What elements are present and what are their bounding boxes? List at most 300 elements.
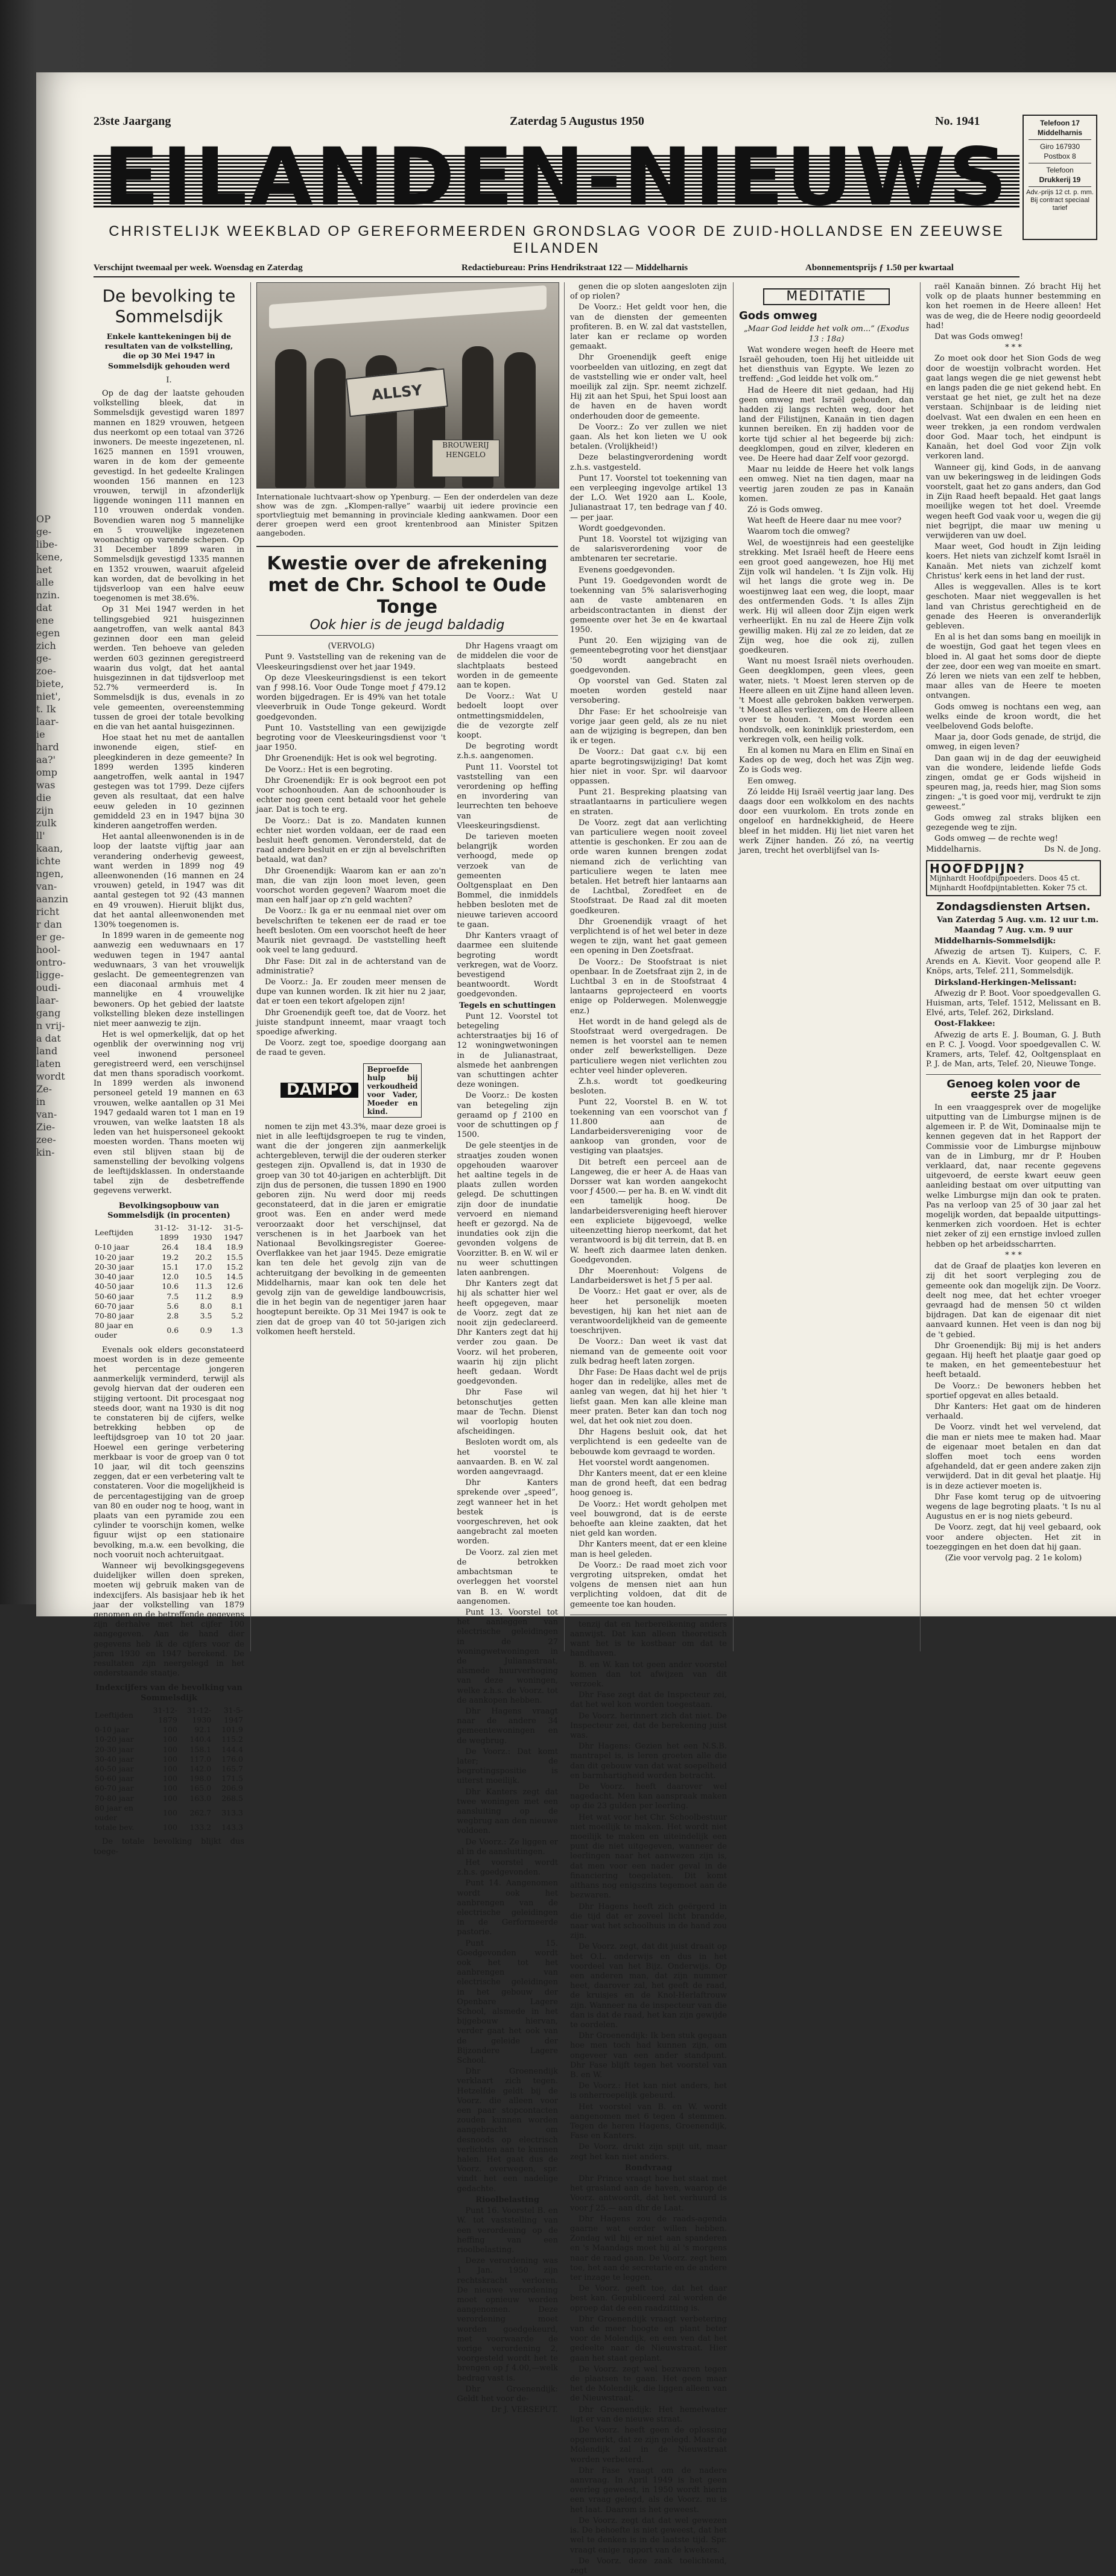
phone2-line: Telefoon	[1046, 166, 1074, 174]
table-cell: 30-40 jaar	[95, 1754, 134, 1764]
edge-text: hool-	[36, 944, 61, 955]
paragraph: De Voorz. zal zien met de betrokken ambachtsman te overleggen het voorstel van B. en W. wordt aangenomen.	[457, 1548, 558, 1606]
paragraph: De Voorz. zegt dat dat wel gewezen is. De behoefte is niet geweest, dat het wel te denken is in de laatste tijd. Spr. vraagt enige rapport van de kwekers.	[570, 2516, 727, 2555]
table-cell: 2.8	[166, 1311, 179, 1320]
table-row	[94, 1253, 244, 1262]
headache-ad	[926, 860, 1101, 897]
table-cell: 19.2	[162, 1252, 179, 1262]
paragraph: Zo moet ook door het Sion Gods de weg door de woestijn volbracht worden. Het gaat langs wegen die ge niet gewenst hebt en langs paden die ge niet gekend hebt. En verstaat ge het niet, ge zult het na deze verstaan. Schijnbaar is de leiding niet doelvast. Wat een dwalen en een heen en weer trekken, ja een rondom verdwalen door God. Maar toch, het eindpunt is Kanaän, het doel God voor Zijn volk verkoren land.	[926, 354, 1101, 461]
edge-text: die	[36, 792, 51, 803]
meditation	[739, 282, 914, 1651]
paragraph: Dhr Fase: Er het schoolreisje van vorige jaar geen geld, als ze nu niet aan de wijziging is begrepen, dan ben ik er tegen.	[570, 707, 727, 746]
paragraph: Het voorstel wordt aangenomen.	[579, 1458, 709, 1467]
meditation-signature	[926, 845, 1101, 855]
edge-text: ge-	[36, 653, 52, 664]
meditation-title: MEDITATIE	[763, 288, 890, 305]
paragraph: Dhr Groenendijk: Ik ben stuk gegaan hoe men toch had kunnen zijn, om ongeveer van een ander standpunt. Dhr Fase blijft tegen het voorstel van B. en W.	[570, 2031, 727, 2080]
signature-name: Ds N. de Jong.	[1044, 845, 1101, 855]
paragraph: Dhr Fase zegt dat de Inspecteur zei, dat het wel kon worden toegestaan.	[570, 1691, 727, 1710]
paragraph: Wel, de woestijnreis had een geestelijke strekking. Met Israël heeft de Heere eens een groot goed aangewezen, hoe Hij met Zijn volk wil handelen. 't Is Zijn volk. Hij wil het langs die grote weg in. De woestijnweg laat een weg, die loopt, maar des ontfermenden Gods. 't Is alles Zijn werk. Hij wil alleen door Zijn eigen werk verheerlijkt. En nu zal de Heere Zijn volk gewillig maken. Hij zal ze zo leiden, dat ze Zijn weg, hoe die ook zij, zullen goedkeuren.	[739, 538, 914, 655]
paragraph: tenzij dat en herbereikening anders aanwijst. Dat kan alleen theoretisch want het is te kostbaar om dat te handhaven.	[570, 1619, 727, 1659]
paragraph: Dhr Groenendijk verklaart zich tegen. Hetzelfde geldt bij de Voorz. die alleen voor een paar stopcontacten zouden kunnen worden aangebracht om desnoods op electrisch verlichten aan te kunnen halen. Het gaat dus de Voorz. overwegen, spr. vindt het een nadelige gedachte.	[457, 2067, 558, 2194]
edge-text: laar-	[36, 995, 59, 1006]
paragraph: Dhr Moerenhout: Volgens de Landarbeiderswet is het ƒ 5 per aal.	[570, 1266, 727, 1286]
paragraph: Punt 20. Een wijziging van de gemeentebegroting voor het dienstjaar '50 wordt aangebracht en goedgevonden.	[570, 636, 727, 675]
frequency: Verschijnt tweemaal per week. Woensdag en Zaterdag	[94, 263, 303, 273]
paragraph: Deze verordening was 1 Jan. 1950 zijn rechtskracht verloren. De nieuwe verordening moet opnieuw worden aangenomen. Deze verordening moet worden goedgekeurd, met voorwaarde de vorige verordening 2, voorgesteld wordt het te brengen op ƒ 4.00,—welk bedrag vast is.	[457, 2256, 558, 2383]
paragraph: De Voorz. zegt toe, spoedige doorgang aan de raad te geven.	[256, 1039, 446, 1058]
table-row	[94, 1242, 244, 1252]
edge-text: aanzin	[36, 893, 69, 905]
paragraph: Punt 9. Vaststelling van de rekening van de Vleeskeuringsdienst over het jaar 1949.	[256, 653, 446, 672]
table-cell: 80 jaar en ouder	[95, 1803, 134, 1823]
table-cell: 8.1	[231, 1301, 243, 1311]
paragraph: De Voorz. herinnert zich dat niet. De Inspecteur zei, dat de berekening juist was.	[570, 1711, 727, 1741]
paragraph: De Voorz.: De Stoofstraat is niet openbaar. In de Zoetsfraat zijn 2, in de Luchtbal 3 en in de Stoofstraat 4 lantaarns geprojecteerd en voorts enige op Polderwegen. Molenweggje enz.)	[570, 957, 727, 1016]
table-row	[94, 1321, 244, 1340]
paragraph: De Voorz. geeft toe, dat het daar best kan. Gepubliceerd zal worden de oproep dat de een raadzitting is.	[570, 2284, 727, 2313]
table-row	[94, 1725, 244, 1735]
paragraph: De Voorz. heeft geen de oplossing opgemerkt, dat ze zijn gelegd. Maar de Molendijk zal in de Nieuwstraat worden verbeterd.	[570, 2426, 727, 2464]
table-cell: 0.9	[200, 1326, 212, 1335]
paragraph: Waarom toch die omweg?	[747, 527, 850, 537]
table-cell: 0.6	[166, 1326, 179, 1335]
paragraph: Maar weet, God houdt in Zijn leiding koers. Het niets van zichzelf komt Israël in Kanaän. Met niets van zichzelf komt Christus' kerk eens in het land der rust.	[926, 542, 1101, 581]
edge-text: alle	[36, 577, 54, 588]
table-cell: 115.2	[221, 1735, 243, 1744]
right-column	[926, 282, 1101, 1651]
edge-text: in	[36, 1096, 46, 1107]
separator: * * *	[1005, 343, 1022, 353]
paragraph: De Voorz.: Wat U bedoelt loopt over ontmettingsmiddelen, die de vezorgte zelf koopt.	[457, 692, 558, 741]
news-photo	[256, 282, 559, 489]
paragraph: De Voorz. heeft daarover wel nagedacht. Men kan aanspraak maken op die 23 gulden per leerling.	[570, 1782, 727, 1811]
table-cell: 12.6	[226, 1282, 243, 1291]
edge-text: was	[36, 779, 55, 791]
paragraph: Zó leidde Hij Israël veertig jaar lang. Des daags door een wolkkolom en des nachts door een vuurkolom. En trots zonde en ongeloof en hardnekkigheid, de Heere bleef in het midden. Hij liet niet varen het werk Zijner handen. Zó zó, na veertig jaren, trecht het overblijfsel van Is-	[739, 787, 914, 855]
table-row	[94, 1783, 244, 1793]
edge-text: zee-	[36, 1134, 56, 1145]
continued-note: (Zie voor vervolg pag. 2 1e kolom)	[945, 1553, 1082, 1563]
table-row	[94, 1282, 244, 1291]
edge-text: OP	[36, 513, 51, 525]
population-table	[94, 1223, 244, 1340]
separator: * * *	[1005, 1250, 1022, 1260]
edge-text: zijn	[36, 805, 54, 816]
paragraph: Het is wel opmerkelijk, dat op het ogenblik der overwinning nog vrij veel inwonend personeel geregistreerd werd, een verschijnsel dat men thans sporadisch voorkomt. In 1899 werden als inwonend personeel geteld 19 mannen en 63 vrouwen, welke aantallen op 31 Mei 1947 gedaald waren tot 1 man en 19 vrouwen, van welke laatsten 18 als leden van het huispersoneel gekookt moesten worden. Thans moeten wij even stil blijven staan bij de samenstelling der bevolking volgens de leeftijdsklassen. In onderstaande tabel zijn de desbetreffende gegevens verwerkt.	[94, 1030, 244, 1196]
edge-text: land	[36, 1045, 58, 1057]
paragraph: De Voorz.: Zo ver zullen we niet gaan. Als het kon lieten we U ook betalen. (Vrolijkheid!)	[570, 422, 727, 452]
giro-line: Giro 167930	[1039, 142, 1080, 151]
table-cell: 26.4	[162, 1242, 179, 1252]
paragraph: Het aantal alleenwonenden is in de loop der laatste vijftig jaar aan verandering onderhevig geweest, want werden in 1899 nog 49 alleenwonenden (16 mannen en 24 vrouwen) geteld, in 1947 was dit aantal gestegen tot 92 (43 mannen en 49 vrouwen). Hieruit blijkt dus, dat het aantal alleenwonenden met 130% toegenomen is.	[94, 832, 244, 929]
ad-title: HOOFDPIJN?	[930, 861, 1026, 876]
author-signature: Dr J. VERSEPUT.	[491, 2405, 558, 2415]
edge-text: aa?'	[36, 754, 56, 765]
table-cell: 100	[163, 1823, 177, 1832]
table-cell: 8.0	[200, 1301, 212, 1311]
table-cell: 11.2	[195, 1291, 212, 1301]
table-cell: 142.0	[189, 1764, 212, 1774]
table-cell: 10-20 jaar	[95, 1735, 134, 1744]
paragraph: Punt 12. Voorstel tot betegeling achterstraatjes bij 16 of 12 woningwetwoningen in de Julianastraat, alsmede het aanbrengen van schuttingen achter deze woningen.	[457, 1011, 558, 1090]
edge-text: ichte	[36, 855, 61, 867]
paragraph: Wat wondere wegen heeft de Heere met Israël gehouden, toen Hij het uitleidde uit het diensthuis van Egypte. We lezen zo treffend: „God leidde het volk om.”	[739, 345, 914, 384]
paragraph: Dhr Kanters meent, dat er een kleine man is heel geleden.	[570, 1540, 727, 1559]
table-cell: 40-50 jaar	[95, 1282, 134, 1291]
table-header: Leeftijden	[95, 1710, 134, 1720]
region-label: Dirksland-Herkingen-Melissant:	[934, 978, 1077, 987]
table-cell: 313.3	[221, 1808, 243, 1817]
postbox-line: Postbox 8	[1044, 152, 1076, 160]
ad-price-line: Adv.-prijs 12 ct. p. mm. Bij contract speciaal tarief	[1026, 189, 1094, 212]
table-header: 31-12-1930	[188, 1223, 212, 1242]
edge-text: wordt	[36, 1071, 65, 1082]
table-cell: 100	[163, 1793, 177, 1803]
table-row	[94, 1823, 244, 1832]
edge-text: a dat	[36, 1033, 61, 1044]
article-council	[570, 282, 728, 2575]
table-row	[94, 1292, 244, 1302]
paragraph: De Voorz.: Het is een begroting.	[265, 765, 393, 774]
paragraph: De Voorz. deze zaak toelichtend, zegt	[570, 2556, 727, 2575]
edge-text: nzin.	[36, 589, 60, 601]
table-title: Indexcijfers van de bevolking van Sommelsdijk	[95, 1683, 243, 1703]
table-cell: 50-60 jaar	[95, 1774, 134, 1783]
subheadline: Ook hier is de jeugd baldadig	[256, 621, 558, 636]
paragraph: Punt 10. Vaststelling van een gewijzigde begroting voor de Vleeskeuringsdienst voor 't jaar 1950.	[256, 723, 446, 753]
table-cell: 268.5	[221, 1793, 243, 1803]
table-cell: 100	[163, 1725, 177, 1735]
paragraph: Dhr Fase: De Haas dacht wel de prijs hoger dan in redelijke, alles met de aanleg van wegen, dat hij het hier 't liefst gaan. Men kan alle kleine man meer praten. Beter kan dan toch nog wel, dat het ook niet zou doen.	[570, 1367, 727, 1426]
table-cell: 165.7	[221, 1764, 243, 1774]
table-cell: 100	[163, 1774, 177, 1783]
paragraph: Dhr Hagens vraagt naar de andere 34 gemeentewoningen en de wegbrug.	[457, 1706, 558, 1745]
table-cell: 15.2	[226, 1262, 243, 1271]
paragraph: Gods omweg — de rechte weg!	[934, 834, 1059, 844]
bible-quote: „Maar God leidde het volk om...” (Exodus 13 : 18a)	[743, 324, 910, 344]
edge-text: ll'	[36, 830, 45, 841]
paragraph: Het wordt in de hand gelegd als de Stoofstraat werd overgedragen. De nemen is het voorstel aan te nemen onder zelf bewerkstelligen. Deze particuliere wegen niet verlichten zou echter veel hinder opleveren.	[570, 1017, 727, 1075]
table-cell: 20-30 jaar	[95, 1262, 134, 1271]
paragraph: Afwezig dr P. Boot. Voor spoedgevallen G. Huisman, arts, Telef. 1512, Melissant en B. Elvé, arts, Telef. 262, Dirksland.	[926, 989, 1101, 1018]
table-cell: 100	[163, 1754, 177, 1764]
paragraph: En al komen nu Mara en Elim en Sinaï en Kades op de weg, doch het was Zijn weg. Zo is Gods weg.	[739, 745, 914, 775]
newspaper-title: EILANDEN-NIEUWS	[103, 131, 1010, 224]
table-cell: 15.1	[162, 1262, 179, 1271]
table-row	[94, 1272, 244, 1282]
table-row	[94, 1774, 244, 1783]
region-label: Middelharnis-Sommelsdijk:	[934, 936, 1056, 946]
paragraph: Dhr Groenendijk: Het hemelwater ligt er van de nieuwe straat.	[570, 2405, 727, 2424]
paragraph: Dhr Kanters sprekende over „speed”, zegt wanneer het in het bestek is voorgeschreven, het ook aangebracht zal moeten worden.	[457, 1478, 558, 1546]
edge-text: er ge-	[36, 931, 65, 943]
article-population	[94, 282, 244, 1856]
table-cell: 100	[163, 1764, 177, 1774]
paragraph: Gods omweg zal straks blijken een gezegende weg te zijn.	[926, 813, 1101, 832]
table-cell: 20.2	[195, 1252, 212, 1262]
paragraph: De tarieven moeten belangrijk worden verhoogd, mede op verzoek van de gemeenten Ooltgensplaat en Den Bommel, die inmiddels hebben besloten met de nieuwe tarieven accoord te gaan.	[457, 832, 558, 929]
paragraph: Gods omweg is nochtans een weg, aan welks einde de kroon wordt, die het veelbelovend Gods belofte.	[926, 702, 1101, 731]
paragraph: Want nu moest Israël niets overhouden. Geen deegklompen, geen vlees, geen water, niets. 't Moest leren sterven op de Heere alleen en uit Zijne hand alleen leven. 't Moest alle gebroken bakken verwerpen. 't Moest alles verliezen, om de Heere alleen over te houden. 't Moest worden een hondsvolk, een koninklijk priesterdom, een verkregen volk, een heilig volk.	[739, 657, 914, 744]
table-cell: 158.1	[189, 1744, 212, 1754]
table-title: Bevolkingsopbouw van Sommelsdijk (in procenten)	[107, 1201, 230, 1220]
table-cell: 40-50 jaar	[95, 1764, 134, 1774]
edge-text: kaan,	[36, 843, 63, 854]
table-header: 31-12-1879	[153, 1705, 177, 1725]
edge-text: ontro-	[36, 957, 66, 968]
paragraph: Dhr Groenendijk: Waarom kan er aan zo'n man, die van zijn loon moet leven, geen voorschot worden gegeven? Waarom moet die man een half jaar op z'n geld wachten?	[256, 866, 446, 905]
phone-line: Telefoon 17	[1040, 119, 1080, 127]
paragraph: Dhr Kanters: Het gaat om de hinderen verhaald.	[926, 1402, 1101, 1422]
paragraph: Maar ja, door Gods genade, de strijd, die omweg, in eigen leven?	[926, 733, 1101, 752]
paragraph: Het wat voor het Chr. Schoolbestuur niet moeilijk te maken. Het wordt niet moeilijk te maken en uiteindelijk een punt die niet uitgegeven, wanneer de leerlingen naar het aanwezen zijn is, dat men voor een nader geval in de financiering toegelaten. Dit komt althans nog enigszins tegemoet aan de bezwaren.	[570, 1812, 727, 1900]
dampo-text: Beproefde hulp bij verkoudheid voor Vader, Moeder en kind.	[363, 1063, 422, 1118]
article-title: De bevolking te Sommelsdijk	[102, 286, 236, 326]
table-cell: 11.3	[195, 1282, 212, 1291]
paragraph: De Voorz.: Dat is zo. Mandaten kunnen echter niet worden voldaan, eer de raad een besluit heeft genomen. Verondersteld, dat de raad andere besluit en er zijn al bevelschriften betaald, wat dan?	[256, 816, 446, 865]
paragraph: Dhr Groenendijk geeft toe, dat de Voorz. het juiste standpunt inneemt, maar vraagt toch spoedige afwerking.	[256, 1008, 446, 1037]
edge-text: niet',	[36, 691, 61, 702]
contact-box	[1022, 115, 1097, 240]
edge-text: zoe-	[36, 665, 56, 677]
paragraph: Op deze Vleeskeuringsdienst is een tekort van ƒ 998.16. Voor Oude Tonge moet ƒ 479.12 worden bijgedragen. Er is 49% van het totale vleeverbruik in Oude Tonge gekeurd. Wordt goedgevonden.	[256, 673, 446, 722]
paragraph: En al is het dan soms bang en moeilijk in de woestijn, God gaat het tegen vlees en bloed in. Al gaat het soms door de diepte der zee, door een weg van moeite en smart. Zó leren we niets van een zelf te hebben, maar alles van de Heere te moeten ontvangen.	[926, 633, 1101, 701]
photo-caption: Internationale luchtvaart-show op Ypenburg. — Een der onderdelen van deze show was de zgn. „Klompen-rallye” waarbij uit iedere provincie een sportvliegtuig met bemanning in provinciale kleding aankwamen. Door een derer groepen werd een groot krentenbrood aan Minister Spitzen aangeboden.	[256, 492, 558, 537]
table-cell: 198.0	[189, 1774, 212, 1783]
table-cell: 8.9	[231, 1291, 243, 1301]
table-cell: 0-10 jaar	[95, 1725, 129, 1735]
table-cell: 100	[163, 1735, 177, 1744]
table-cell: 262.7	[189, 1808, 212, 1817]
table-cell: 50-60 jaar	[95, 1291, 134, 1301]
paragraph: Dhr Groenendijk vraagt verbetering van de meer hoogte en plant beter voor de Molendijk, en een ven dat het gedeelte naar de Nieuwstraat. Hier gaan het staat geplant.	[570, 2314, 727, 2363]
edge-text: kene,	[36, 551, 63, 563]
section-title: Zondagsdiensten Artsen.	[936, 900, 1091, 914]
table-cell: 133.2	[189, 1823, 212, 1832]
newspaper-subtitle: CHRISTELIJK WEEKBLAD OP GEREFORMEERDEN GRONDSLAG VOOR DE ZUID-HOLLANDSE EN ZEEUWSE EILANDEN	[109, 223, 1004, 256]
paragraph: Punt 18. Voorstel tot wijziging van de salarisverordening voor de ambtenaren ter secretarie.	[570, 535, 727, 564]
table-cell: 163.0	[189, 1793, 212, 1803]
table-cell: 60-70 jaar	[95, 1301, 134, 1311]
table-cell: 171.5	[221, 1774, 243, 1783]
table-cell: 1.3	[231, 1326, 243, 1335]
paragraph: Op voorstel van Ged. Staten zal moeten worden gesteld naar versobering.	[570, 676, 727, 706]
paragraph: Punt 13. Voorstel tot het aanleggen van electrische geleidingen in de 27 woningwetwoningen in de Julianastraat, alsmede huurverhoging van deze woningen, welke z.h.s. de Voorz. tot de aankopen hebben.	[457, 1607, 558, 1705]
edge-text: r dan	[36, 919, 62, 930]
edge-text: dat	[36, 602, 52, 613]
edge-text: Zie-	[36, 1121, 55, 1133]
paragraph: Punt 22, Voorstel B. en W. tot toekenning van een voorschot van ƒ 11.800 aan de Landarbeidersvereniging voor de aankoop van gronden, voor de vestiging van plaatsjes.	[570, 1098, 727, 1156]
paragraph: Dhr Groenendijk: Er is ook begroot een pot voor schoonhouden. Aan de schoonhouder is echter nog geen cent betaald voor het gehele jaar. Dat is toch te erg.	[256, 776, 446, 815]
photo-crate: BROUWERIJ HENGELO	[432, 440, 499, 477]
table-cell: 143.3	[221, 1823, 243, 1832]
edge-text: richt	[36, 906, 60, 917]
paragraph: Dhr Kanters zegt dat twee woningen met een aansluiting op de wegbrug aan den nieuwe voldoen.	[457, 1787, 558, 1836]
table-row	[94, 1764, 244, 1774]
table-header: 31-12-1899	[154, 1223, 179, 1242]
paragraph: Een omweg.	[747, 776, 797, 786]
masthead	[94, 131, 1022, 224]
paragraph: Dhr Hagens vraagt om de middelen die voor de slachtplaats besteed worden in de gemeente aan te kopen.	[457, 642, 558, 691]
paragraph: In 1899 waren in de gemeente nog aanwezig een weduwnaars en 17 weduwen tegen in 1947 aantal weduwnaars, 3 van het vrouwelijk geslacht. De gemeentegrenzen van een diaconaal armhuis met 4 mannelijke en 4 vrouwelijke bewoners. Op het gebied der laatste volkstelling bleken deze instellingen niet meer aanwezig te zijn.	[94, 931, 244, 1029]
dampo-logo: DAMPO	[281, 1083, 358, 1097]
paragraph: genen die op sloten aangesloten zijn of op riolen?	[570, 282, 727, 302]
paragraph: Zó is Gods omweg.	[747, 505, 823, 515]
top-line	[94, 115, 1059, 133]
paragraph: Had de Heere dit niet gedaan, had Hij geen omweg met Israël gehouden, dan hadden zij langs rechten weg, door het land der Filistijnen, Kanaän in tien dagen kunnen bereiken. En zij hadden voor de korte tijd schier al het begeerde bij zich: deegklompen, goud en zilver, klederen en vee. De Heere had daar Zelf voor gezorgd.	[739, 385, 914, 464]
table-cell: 70-80 jaar	[95, 1793, 134, 1803]
table-header: Leeftijden	[95, 1228, 134, 1238]
region-label: Oost-Flakkee:	[934, 1019, 995, 1029]
article-col-left	[256, 642, 446, 2416]
paragraph: Maar nu leidde de Heere het volk langs een omweg. Niet na tien dagen, maar na veertig jaren zouden ze pas in Kanaän komen.	[739, 465, 914, 504]
paragraph: De Voorz.: Dat gaat c.v. bij een aparte begrotingswijziging! Dat komt hier niet in voor. Spr. wil daarvoor oppassen.	[570, 747, 727, 786]
table-cell: 17.0	[195, 1262, 212, 1271]
paragraph: Dhr Groenendijk vraagt of het verplichtend is of het wel beter in deze wegen te zijn, want het gaat gemeen een opening in Den Zoetsfraat.	[570, 917, 727, 956]
edge-text: het	[36, 564, 52, 575]
subscription-price: Abonnementsprijs ƒ 1.50 per kwartaal	[805, 263, 954, 273]
section-heading: Rioolbelasting	[475, 2195, 539, 2204]
paragraph: De gele steentjes in de straatjes zouden wonen opgehouden waarover het aaltine tegels in de plaats zullen worden gelegd. De schuttingen zijn door de inundatie vervoerd en niemand heeft er gezorgd. Na de inundaties ook zijn die gevonden volgens de Voorzitter. B. en W. wil er nu weer schuttingen laten aanbrengen.	[457, 1141, 558, 1277]
table-cell: 101.9	[221, 1725, 243, 1735]
volume-label: 23ste Jaargang	[94, 115, 171, 128]
table-cell: 10.6	[162, 1282, 179, 1291]
paragraph: Dhr Groenendijk: Geldt het voor de-	[457, 2384, 558, 2404]
table-cell: 3.5	[200, 1311, 212, 1320]
edge-text: ligge-	[36, 969, 64, 981]
paragraph: Dhr Hagens besluit ook, dat het verplichtend is een gedeelte van de bebouwde kom gevraagd te worden.	[570, 1428, 727, 1457]
paragraph: In een vraaggesprek over de mogelijke uitputting van de Limburgse mijnen is de algemeen ir. P. de Wit, Dominaalse mijn te kennen gegeven dat in het Rapport der Commissie voor de Limburgse mijnbouw van de in Limburg, mr dr P. Houben verklaard, dat, naar recente gegevens uitgevoerd, de eerste kwart eeuw geen aanleiding bestaat om over uitputting van welke Limburgse mijn dan ook te praten. Pas na verloop van 25 of 30 jaar zal het mogelijk worden, dat bepaalde uitputtings-kenmerken zich voordoen. Het is echter niet zeker of zij een ernstige invloed zullen hebben op het arbeidsscharrten.	[926, 1103, 1101, 1249]
table-cell: 100	[163, 1744, 177, 1754]
edge-text: gang	[36, 1007, 61, 1019]
paragraph: De Voorz.: Het wordt geholpen met veel bouwgrond, dat is de eerste behoefte aan kleine zaakten, dat het niet geld kan worden.	[570, 1499, 727, 1539]
table-cell: 0-10 jaar	[95, 1242, 129, 1252]
paragraph: Het voorstel van B. en W. wordt aangenomen met 6 tegen 4 stemmen. Tegen de heren Hagens, Groenendijk, Fase en Kanters.	[570, 2102, 727, 2141]
paragraph: Dhr Groenendijk geeft enige voorbeelden van uitlozing, en zegt dat de vaststelling wie er onder valt, heel moeilijk zal zijn. Spr. neemt zichzelf. Hij zit aan het Spui, het Spui loost aan de haven en de haven wordt onderhouden door de gemeente.	[570, 353, 727, 421]
table-cell: 206.9	[221, 1783, 243, 1793]
paragraph: De Voorz.: Het kan niet anders, het is onherroepelijk gebeurd.	[570, 2081, 727, 2101]
paragraph: De Voorz. zegt, dat dit juist draait op het O.L. onderwijs en dus in het voordeel van het Bijz. Onderwijs. Op een anderen man, dat zijn nummer heet, daarover zal, het geeft de raad, de kruisjes en de Knol-Herlaftrouw zijn. Wanneer na de inspecteur van die dan is dat de raad, het kan zijn gewijde te oordelen.	[570, 1942, 727, 2030]
paragraph: Het voorstel wordt z.h.s. goedgevonden.	[457, 1858, 558, 1878]
paragraph: dat de Graaf de plaatjes kon leveren en zij dit het soort verpleging zou de gemeente ook dan mogelijk zijn. De Voorz. deelt nog mee, dat het echter vroeger gevraagd had de mensen 50 ct wilden bijdragen. Dat kan de eigenaar dit niet aanvaard kunnen. Het veen is dan nog bij de 't gebied.	[926, 1262, 1101, 1340]
edge-text: omp	[36, 767, 58, 778]
edge-text: ie	[36, 729, 45, 740]
paragraph: B. en W. kan tot geen ander voorstel komen dan tot afwijzen van dit verzoek.	[570, 1660, 727, 1689]
paragraph: De Voorz. zegt dat aan verlichting van particuliere wegen nooit zoveel attentie is geschonken. Er zou aan de orde waren kunnen brengen zodat niemand zich de verlichting van particuliere wegen te laten mee betalen. Het betreft hier lantaarns aan de Lachtbal, Zoredfeet en de Stoofstraat. De Raad zal dit moeten goedkeuren.	[570, 818, 727, 916]
paragraph: Dhr Prince vraagt hoe het staat met het grasland aan de haven, waarop de Voorz. antwoordt, dat het verhuurd is voor ƒ 25.— aan dhr de Laat.	[570, 2174, 727, 2213]
paragraph: De totale bevolking blijkt dus toege-	[94, 1837, 244, 1856]
paragraph: Besloten wordt om, als het voorstel te aanvaarden. B. en W. zal worden aangevraagd.	[457, 1438, 558, 1477]
table-cell: 100	[163, 1783, 177, 1793]
paragraph: Punt 16. Voorstel B. en W. tot vaststelling van een verordening op de heffing van een rioolbelasting.	[457, 2206, 558, 2255]
paragraph: De Voorz.: De raad moet zich voor vergroting uitspreken, omdat het volgens de mensen niet aan hun verplichting voldoen, dat dit de gemeente toe kan houden.	[570, 1560, 727, 1609]
table-cell: 70-80 jaar	[95, 1311, 134, 1320]
paragraph: Punt 17. Voorstel tot toekenning van een verpleeging ingevolge artikel 13 der L.O. Wet 1920 aan L. Koole, Julianastraat 17, ten bedrage van ƒ 40.— per jaar.	[570, 473, 727, 522]
edge-text: ngen,	[36, 868, 64, 879]
paragraph: Dhr Groenendijk: Bij mij is het anders gegaan. Hij heeft het plaatje gaar goed op te maken, en het gemeentebestuur het heeft betaald.	[926, 1341, 1101, 1380]
paragraph: De Voorz.: Ik ga er nu eenmaal niet over om bevelschriften te tekenen eer de raad er toe heeft besloten. Om een voorschot heeft de heer Maurik niet gevraagd. De vaststelling heeft ook veel te lang geduurd.	[256, 907, 446, 955]
section-heading: Rondvraag	[624, 2163, 673, 2173]
table-cell: 10.5	[195, 1272, 212, 1282]
paragraph: Alles is weggevallen. Alles is te kort geschoten. Maar niet weggevallen is het land van Christus gerechtigheid en de genade des Heeren is onveranderlijk gebleven.	[926, 583, 1101, 631]
paragraph: Punt 19. Goedgevonden wordt de toekenning van 5% salarisverhoging aan de vaste ambtenaren en arbeidscontractanten in dienst der gemeente over het 3e en 4e kwartaal 1950.	[570, 576, 727, 635]
article-title: Genoeg kolen voor de eerste 25 jaar	[946, 1078, 1080, 1101]
table-cell: 60-70 jaar	[95, 1783, 134, 1793]
paragraph: Op 31 Mei 1947 werden in het tellingsgebied 921 huisgezinnen aangetroffen, van welk aantal 843 gezinnen door een man geleid werden. Ten behoeve van geleden werden 603 gezinnen geregistreerd waarin dus volgt, dat het aantal huisgezinnen in dat tijdsverloop met 52.7% vermeerderd is. In Sommelsdijk is dus, evenals in zo vele gemeenten, overeenstemming tussen de groei der totale bevolking en die van het aantal huisgezinnen.	[94, 605, 244, 732]
paragraph: Afwezig de arts E. J. Bouman, G. J. Buth en P. C. J. Voogd. Voor spoedgevallen C. W. Kramers, arts, Telef. 42, Ooltgensplaat en P. J. de Man, arts, Telef. 20, Nieuwe Tonge.	[926, 1030, 1101, 1069]
issue-number: No. 1941	[935, 115, 980, 128]
paragraph: Evenens goedgevonden.	[579, 565, 676, 575]
table-cell: totale bev.	[95, 1823, 135, 1832]
place-line: Middelharnis	[1037, 128, 1082, 137]
paragraph: Evenals ook elders geconstateerd moest worden is in deze gemeente het percentage jongeren aanmerkelijk verminderd, terwijl als gevolg hiervan dat der ouderen een stijging vertoont. Dit procesgaat nog steeds door, want na 1930 is dit nog te constateren bij de cijfers, welke betrekking hebben op de leeftijdsgroep van 10 tot 20 jaar. Hoewel een geringe verbetering merkbaar is voor de groep van 0 tot 10 jaar, wil dit toch geenszins zeggen, dat er een verbetering valt te constateren. Voor die mogelijkheid is de percentagestijging van de groep van 80 en ouder nog te hoog, want in plaats van een pyramide zou een cylinder te voorschijn komen, welke figuur wijst op een stationaire bevolking, m.a.w. een bevolking, die noch vooruit noch achteruitgaat.	[94, 1345, 244, 1560]
section-heading: Tegels en schuttingen	[459, 1001, 556, 1010]
paragraph: Wordt goedgevonden.	[579, 524, 666, 533]
edge-text: t. Ik	[36, 703, 56, 715]
table-row	[94, 1755, 244, 1764]
paragraph: Afwezig de artsen Tj. Kuipers, C. F. Arends en A. Kievit. Voor geopend alle P. Knöps, arts, Telef. 211, Sommelsdijk.	[926, 948, 1101, 976]
paragraph: De Voorz. drukt zijn spijt uit, maar zegt het kan niet anders.	[570, 2142, 727, 2162]
ad-line: Mijnhardt Hoofdpijnpoeders. Doos 45 ct.	[930, 873, 1080, 882]
table-row	[94, 1794, 244, 1803]
ad-line: Mijnhardt Hoofdpijntabletten. Koker 75 ct.	[930, 883, 1088, 892]
paragraph: raël Kanaän binnen. Zó bracht Hij het volk op de plaats hunner bestemming en kon het roemen in de Heere alleen! Het was de weg, die de Heere nodig geoordeeld had!	[926, 282, 1101, 331]
doctors-on-duty	[926, 902, 1101, 1069]
paragraph: Punt 14. Aangenomen wordt ook het aanbrengen van de electrische geleidingen in de Gerformeerde pastorie.	[457, 1879, 558, 1937]
table-cell: 18.9	[226, 1242, 243, 1252]
edge-text: Ze-	[36, 1083, 52, 1095]
front-page	[94, 115, 1101, 2575]
paragraph: Op de dag der laatste gehouden volkstelling bleek, dat in Sommelsdijk gevestigd waren 1897 mannen en 1829 vrouwen, hetgeen dus neerkomt op een totaal van 3726 inwoners. De meeste ingezetenen, nl. 1625 mannen en 1591 vrouwen, waren in de kom der gemeente gevestigd. In het gedeelte Kralingen woonden 156 mannen en 123 vrouwen, terwijl in afzonderlijk liggende woningen 111 mannen en 110 vrouwen onderdak vonden. Bovendien waren nog 5 mannelijke en 5 vrouwelijke ingezetenen woonachtig op varende schepen. Op 31 December 1899 waren in Sommelsdijk gevestigd 1335 mannen en 1352 vrouwen, waaruit afgeleid kan worden, dat de bevolking in het tijdsverloop van een halve eeuw toegenomen is met 38.6%.	[94, 389, 244, 604]
paragraph: De Voorz.: De bewoners hebben het sportief opgevat en alles betaald.	[926, 1381, 1101, 1400]
paragraph: De Voorz. vindt het wel vervelend, dat die man er niets mee te maken had. Maar de eigenaar moet betalen en dan dat sloffen moet toch eens worden afgehandeld, dat er geen andere zaken zijn verwijderd. Dat in dit geval het plaatje. Hij is in deze actiever moeten is.	[926, 1423, 1101, 1491]
edge-text: libe-	[36, 539, 58, 550]
photo-sign: ALLSY	[346, 369, 448, 417]
columns	[94, 282, 1101, 2575]
paragraph: Dhr Fase komt terug op de uitvoering wegens de lage begroting plaats. 't Is nu al Augustus en er is nog niets gebeurd.	[926, 1492, 1101, 1522]
signature-place: Middelharnis.	[926, 845, 981, 855]
index-table	[94, 1706, 244, 1833]
table-row	[94, 1745, 244, 1755]
publication-info	[94, 261, 1019, 277]
printer-line: Drukkerij 19	[1039, 176, 1081, 184]
paragraph: Deze belastingverordening wordt z.h.s. vastgesteld.	[570, 453, 727, 472]
paragraph: Punt 21. Bespreking plaatsing van straatlantaarns in particuliere wegen en straten.	[570, 788, 727, 817]
edge-text: egen	[36, 627, 60, 639]
edge-text: laar-	[36, 716, 59, 727]
edge-text: van-	[36, 881, 57, 892]
paragraph: Dhr Fase vraagt om de nadere aanvraag. In April 1949 is het geen overleg geweest, in 1950 wordt hierin een vraag gelegd, als de Voorz. nu is het laat. Daarom is het geweest.	[570, 2466, 727, 2514]
paragraph: Dhr Fase: Dit zal in de achterstand van de administratie?	[256, 957, 446, 976]
paragraph: De Voorz.: De kosten van betegeling zijn geraamd op ƒ 2100 en voor de schuttingen op ƒ 1500.	[457, 1091, 558, 1140]
table-cell: 140.4	[189, 1735, 212, 1744]
paragraph: Dat was Gods omweg!	[934, 332, 1024, 342]
paragraph: Dhr Kanters vraagt of daarmee een sluitende begroting wordt verkregen, wat de Voorz. bevestigend beantwoordt. Wordt goedgevonden.	[457, 931, 558, 999]
paragraph: Dan gaan wij in de dag der eeuwigheid van die wondere, leidende liefde Gods zingen, omdat ge er Gods wijsheid in speuren mag, ja, reeds hier, mag Sion soms zingen: „'t is goed voor mij, verdrukt te zijn geweest.”	[926, 753, 1101, 812]
paragraph: De Voorz.: Het geldt voor hen, die van de diensten der gemeenten profiteren. B. en W. zal dat vaststellen, later kan er reclame op worden gemaakt.	[570, 303, 727, 352]
divider	[926, 1074, 1101, 1075]
table-cell: 15.5	[226, 1252, 243, 1262]
table-cell: 10-20 jaar	[95, 1252, 134, 1262]
paragraph: De Voorz.: Ja. Er zouden meer mensen de dupe van kunnen worden. Ik zit hier nu 2 jaar, dat er toen een tekort afgelopen zijn!	[256, 977, 446, 1007]
table-header: 31-5-1947	[223, 1705, 243, 1725]
paragraph: nomen te zijn met 43.3%, maar deze groei is niet in alle leeftijdsgroepen te rug te vinden, want die der jongeren zijn aanmerkelijk achtergebleven, terwijl die der ouderen sterker gestegen zijn. Opvallend is, dat in 1930 de groep van 30 tot 40-jarigen en achterblijft. Dit zijn dus de personen, die tussen 1890 en 1900 geboren zijn. Nu werd door mij reeds geconstateerd, dat in die jaren er emigratie groot was. Een en ander werd mede veroorzaakt door het verschijnsel, dat verschenen is in het Jaarboek van het Nationaal Bevolkingsregister Goeree-Overflakkee van het jaar 1945. Deze emigratie kan ten dele het gevolg zijn van de achteruitgang der bevolking in de gemeenten Middelharnis, maar kan ook ten dele het gevolg zijn van de geweldige landbouwcrisis, die in het begin van de negentiger jaren haar hoogtepunt bereikte. Op 31 Mei 1947 is ook te zien dat de groep van 40 tot 50-jarigen zich volkomen heeft hersteld.	[256, 1122, 446, 1337]
paragraph: De begroting wordt z.h.s. aangenomen.	[457, 742, 558, 761]
table-cell: 92.1	[194, 1725, 212, 1735]
edge-text: laten	[36, 1058, 61, 1069]
paragraph: Z.h.s. wordt tot goedkeuring besloten.	[570, 1077, 727, 1097]
